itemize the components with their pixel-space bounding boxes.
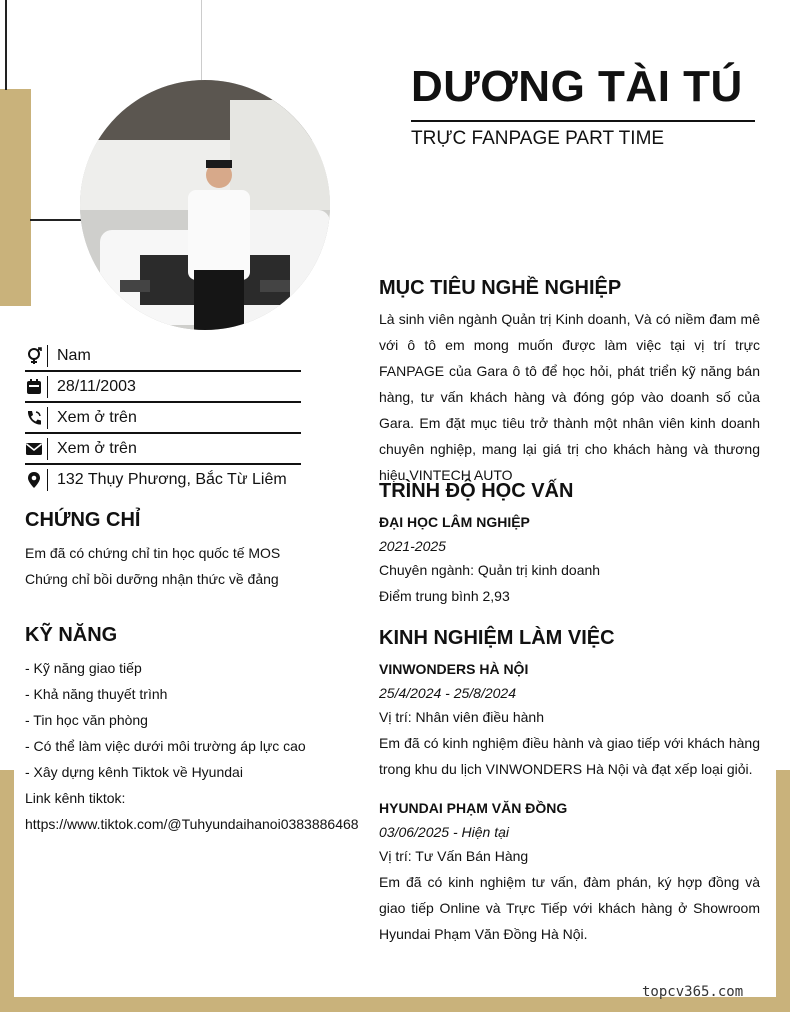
email-icon — [25, 440, 43, 458]
watermark: topcv365.com — [642, 984, 744, 1000]
contact-separator — [47, 438, 48, 460]
job-position: Vị trí: Tư Vấn Bán Hàng — [379, 848, 529, 864]
gold-border-left — [0, 770, 14, 1012]
contact-row-address — [25, 465, 301, 494]
education-gpa: Điểm trung bình 2,93 — [379, 588, 510, 604]
profile-photo-illustration — [80, 80, 330, 330]
gold-block-top-left — [0, 89, 31, 306]
contact-row-gender — [25, 341, 301, 372]
contact-list — [25, 341, 301, 494]
contact-email: Xem ở trên — [57, 439, 137, 457]
skills-title: KỸ NĂNG — [25, 624, 118, 646]
contact-row-birthday — [25, 372, 301, 403]
skill-item: - Khả năng thuyết trình — [25, 686, 168, 702]
contact-birthday: 28/11/2003 — [57, 377, 136, 395]
education-period: 2021-2025 — [379, 538, 446, 554]
contact-separator — [47, 345, 48, 367]
contact-gender: Nam — [57, 346, 91, 364]
candidate-name: DƯƠNG TÀI TÚ — [411, 62, 743, 111]
gender-icon — [25, 347, 43, 365]
contact-separator — [47, 407, 48, 429]
job-position: Vị trí: Nhân viên điều hành — [379, 709, 544, 725]
certificates-title: CHỨNG CHỈ — [25, 509, 141, 531]
phone-icon — [25, 409, 43, 427]
job-company: HYUNDAI PHẠM VĂN ĐỒNG — [379, 800, 568, 816]
skill-item: - Xây dựng kênh Tiktok về Hyundai — [25, 764, 243, 780]
contact-address: 132 Thụy Phương, Bắc Từ Liêm — [57, 470, 287, 488]
skill-item: - Tin học văn phòng — [25, 712, 148, 728]
education-major: Chuyên ngành: Quản trị kinh doanh — [379, 562, 601, 578]
job-company: VINWONDERS HÀ NỘI — [379, 661, 529, 677]
frame-line-vertical-light — [201, 0, 202, 84]
job-description: Em đã có kinh nghiệm điều hành và giao tiếp với khách hàng trong khu du lịch VINWONDERS Hà Nội và đạt xếp loại giỏi. — [379, 735, 760, 777]
gold-border-right — [776, 770, 790, 1012]
location-icon — [25, 471, 43, 489]
skill-item: Link kênh tiktok: — [25, 790, 126, 806]
frame-line-vertical — [5, 0, 7, 90]
contact-row-phone — [25, 403, 301, 434]
contact-separator — [47, 376, 48, 398]
education-title: TRÌNH ĐỘ HỌC VẤN — [379, 480, 574, 502]
education-school: ĐẠI HỌC LÂM NGHIỆP — [379, 514, 530, 530]
calendar-icon — [25, 378, 43, 396]
job-period: 03/06/2025 - Hiện tại — [379, 824, 509, 840]
objective-text: Là sinh viên ngành Quản trị Kinh doanh, Và có niềm đam mê với ô tô em mong muốn được làm việc tại vị trí trực FANPAGE của Gara ô tô để học hỏi, phát triển kỹ năng bán hàng, tư vấn khách hàng và đóng góp vào doanh số của Gara. Em đặt mục tiêu trở thành một nhân viên kinh doanh chuyên nghiệp, mang lại giá trị cho khách hàng và thương hiệu VINTECH AUTO — [379, 311, 760, 483]
profile-photo — [80, 80, 330, 330]
contact-separator — [47, 469, 48, 491]
objective-title: MỤC TIÊU NGHỀ NGHIỆP — [379, 277, 622, 299]
job-description: Em đã có kinh nghiệm tư vấn, đàm phán, ký hợp đồng và giao tiếp Online và Trực Tiếp với khách hàng ở Showroom Hyundai Phạm Văn Đồng Hà Nội. — [379, 874, 760, 942]
job-period: 25/4/2024 - 25/8/2024 — [379, 685, 517, 701]
skill-item: - Kỹ năng giao tiếp — [25, 660, 142, 676]
skill-item: - Có thể làm việc dưới môi trường áp lực cao — [25, 738, 306, 754]
candidate-role: TRỰC FANPAGE PART TIME — [411, 128, 665, 149]
certificate-item: Chứng chỉ bồi dưỡng nhận thức về đảng — [25, 571, 279, 587]
certificate-item: Em đã có chứng chỉ tin học quốc tế MOS — [25, 545, 281, 561]
contact-row-email — [25, 434, 301, 465]
contact-phone: Xem ở trên — [57, 408, 137, 426]
name-underline — [411, 120, 755, 122]
experience-title: KINH NGHIỆM LÀM VIỆC — [379, 627, 615, 649]
tiktok-link[interactable]: https://www.tiktok.com/@Tuhyundaihanoi0383886468 — [25, 816, 359, 832]
